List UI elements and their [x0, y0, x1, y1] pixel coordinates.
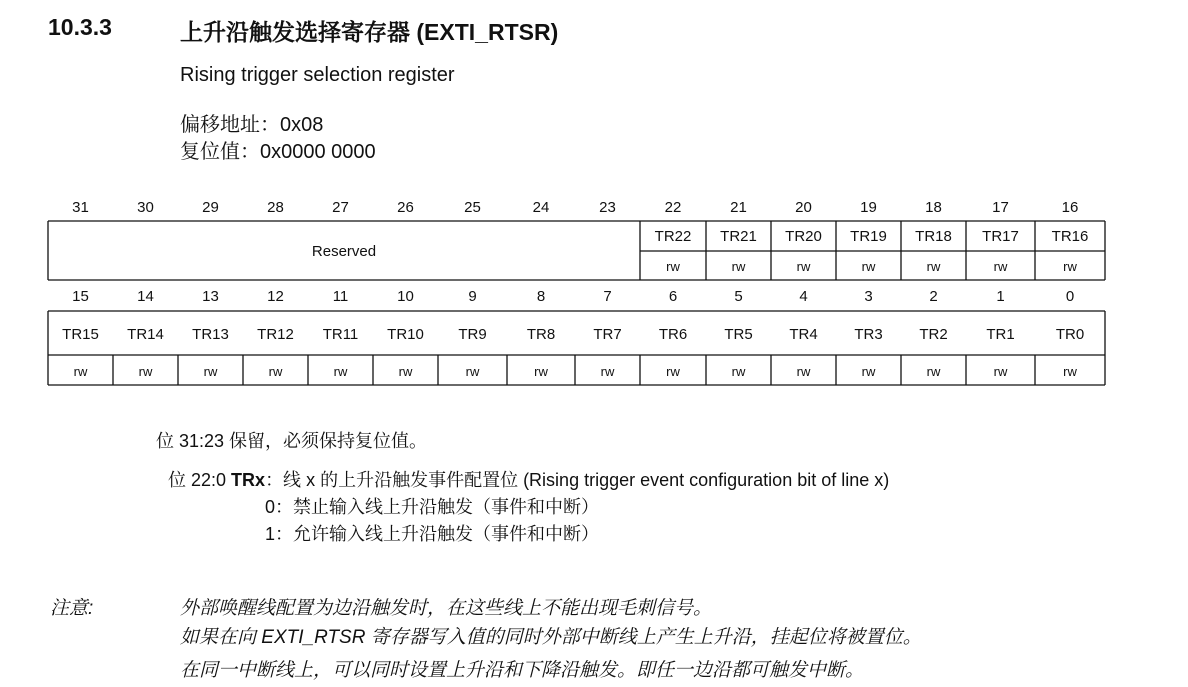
bits-22-0-description: [168, 466, 889, 492]
access-tr22: rw: [666, 259, 680, 274]
field-tr11: TR11: [322, 326, 359, 343]
access-tr21: rw: [731, 259, 746, 274]
field-tr2: TR2: [919, 326, 948, 343]
access-tr5: rw: [731, 364, 746, 379]
field-tr21: TR21: [720, 228, 757, 245]
bit-number-21: 21: [730, 199, 747, 216]
field-tr7: TR7: [593, 326, 622, 343]
section-title: 上升沿触发选择寄存器 (EXTI_RTSR): [180, 19, 559, 45]
bit-number-10: 10: [397, 288, 414, 305]
bit-number-31: 31: [72, 199, 89, 216]
bit-number-24: 24: [532, 199, 550, 216]
access-tr3: rw: [861, 364, 876, 379]
bit-number-8: 8: [536, 288, 546, 305]
access-tr11: rw: [333, 364, 348, 379]
bit-number-7: 7: [603, 288, 612, 305]
bit-number-12: 12: [267, 288, 284, 305]
bit-number-29: 29: [202, 199, 219, 216]
bit-number-20: 20: [795, 199, 812, 216]
bit-number-9: 9: [468, 288, 477, 305]
bits-22-0-field-name: TRx: [231, 470, 266, 490]
field-tr17: TR17: [982, 228, 1019, 245]
access-tr16: rw: [1063, 259, 1077, 274]
field-tr18: TR18: [915, 228, 952, 245]
bit-number-27: 27: [332, 199, 349, 216]
field-tr10: TR10: [387, 326, 424, 343]
bit-number-16: 16: [1061, 199, 1079, 216]
bit-number-14: 14: [137, 288, 154, 305]
bit-number-4: 4: [799, 288, 808, 305]
note-line-1: 外部唤醒线配置为边沿触发时，在这些线上不能出现毛刺信号。: [180, 598, 713, 619]
access-tr18: rw: [926, 259, 941, 274]
access-tr1: rw: [993, 364, 1008, 379]
field-tr15: TR15: [62, 326, 99, 343]
field-tr13: TR13: [192, 326, 229, 343]
field-tr12: TR12: [257, 326, 294, 343]
value-0-description: 0：禁止输入线上升沿触发（事件和中断）: [265, 497, 600, 517]
bit-number-22: 22: [664, 199, 682, 216]
bit-number-0: 0: [1065, 288, 1075, 305]
access-tr14: rw: [138, 364, 153, 379]
field-tr4: TR4: [789, 326, 818, 343]
access-tr2: rw: [926, 364, 941, 379]
bit-number-30: 30: [137, 199, 154, 216]
access-tr4: rw: [796, 364, 811, 379]
bit-number-25: 25: [464, 199, 481, 216]
field-tr19: TR19: [850, 228, 887, 245]
register-subtitle: Rising trigger selection register: [180, 64, 455, 86]
bit-number-11: 11: [332, 288, 349, 305]
field-tr14: TR14: [127, 326, 164, 343]
access-tr7: rw: [600, 364, 615, 379]
bit-number-5: 5: [734, 288, 743, 305]
field-tr5: TR5: [724, 326, 753, 343]
access-tr6: rw: [666, 364, 680, 379]
field-tr6: TR6: [658, 326, 688, 343]
field-tr9: TR9: [458, 326, 487, 343]
field-tr16: TR16: [1051, 228, 1089, 245]
note-line-2: 如果在向 EXTI_RTSR 寄存器写入值的同时外部中断线上产生上升沿，挂起位将被置位。: [180, 627, 922, 648]
bits-22-0-prefix: 位 22:0: [168, 470, 232, 490]
access-tr9: rw: [465, 364, 480, 379]
field-tr3: TR3: [854, 326, 883, 343]
bit-number-17: 17: [992, 199, 1009, 216]
bit-number-28: 28: [267, 199, 284, 216]
bits-22-0-text: ：线 x 的上升沿触发事件配置位 (Rising trigger event configuration bit of line x): [265, 470, 890, 490]
bit-number-2: 2: [929, 288, 938, 305]
section-number: 10.3.3: [48, 14, 112, 40]
access-tr17: rw: [993, 259, 1008, 274]
bit-number-6: 6: [668, 288, 678, 305]
bit-number-13: 13: [202, 288, 219, 305]
bits-31-23-description: 位 31:23 保留，必须保持复位值。: [156, 431, 428, 451]
reset-value: 复位值：0x0000 0000: [180, 141, 376, 163]
offset-address: 偏移地址：0x08: [180, 114, 324, 136]
field-tr1: TR1: [986, 326, 1015, 343]
access-tr13: rw: [203, 364, 218, 379]
bit-number-1: 1: [996, 288, 1005, 305]
access-tr8: rw: [534, 364, 548, 379]
bit-number-18: 18: [925, 199, 942, 216]
bit-number-23: 23: [599, 199, 616, 216]
access-tr10: rw: [398, 364, 413, 379]
bit-number-19: 19: [860, 199, 877, 216]
field-tr8: TR8: [526, 326, 556, 343]
field-tr20: TR20: [785, 228, 822, 245]
access-tr20: rw: [796, 259, 811, 274]
bit-number-3: 3: [864, 288, 873, 305]
note-line-3: 在同一中断线上，可以同时设置上升沿和下降沿触发。即任一边沿都可触发中断。: [180, 660, 865, 681]
access-tr0: rw: [1063, 364, 1077, 379]
field-tr0: TR0: [1055, 326, 1085, 343]
note-label: 注意:: [50, 598, 94, 619]
bit-number-26: 26: [397, 199, 414, 216]
bit-number-15: 15: [72, 288, 89, 305]
access-tr19: rw: [861, 259, 876, 274]
value-1-description: 1：允许输入线上升沿触发（事件和中断）: [265, 524, 600, 544]
field-tr22: TR22: [654, 228, 692, 245]
access-tr15: rw: [73, 364, 88, 379]
reserved-field: Reserved: [311, 243, 377, 260]
access-tr12: rw: [268, 364, 283, 379]
